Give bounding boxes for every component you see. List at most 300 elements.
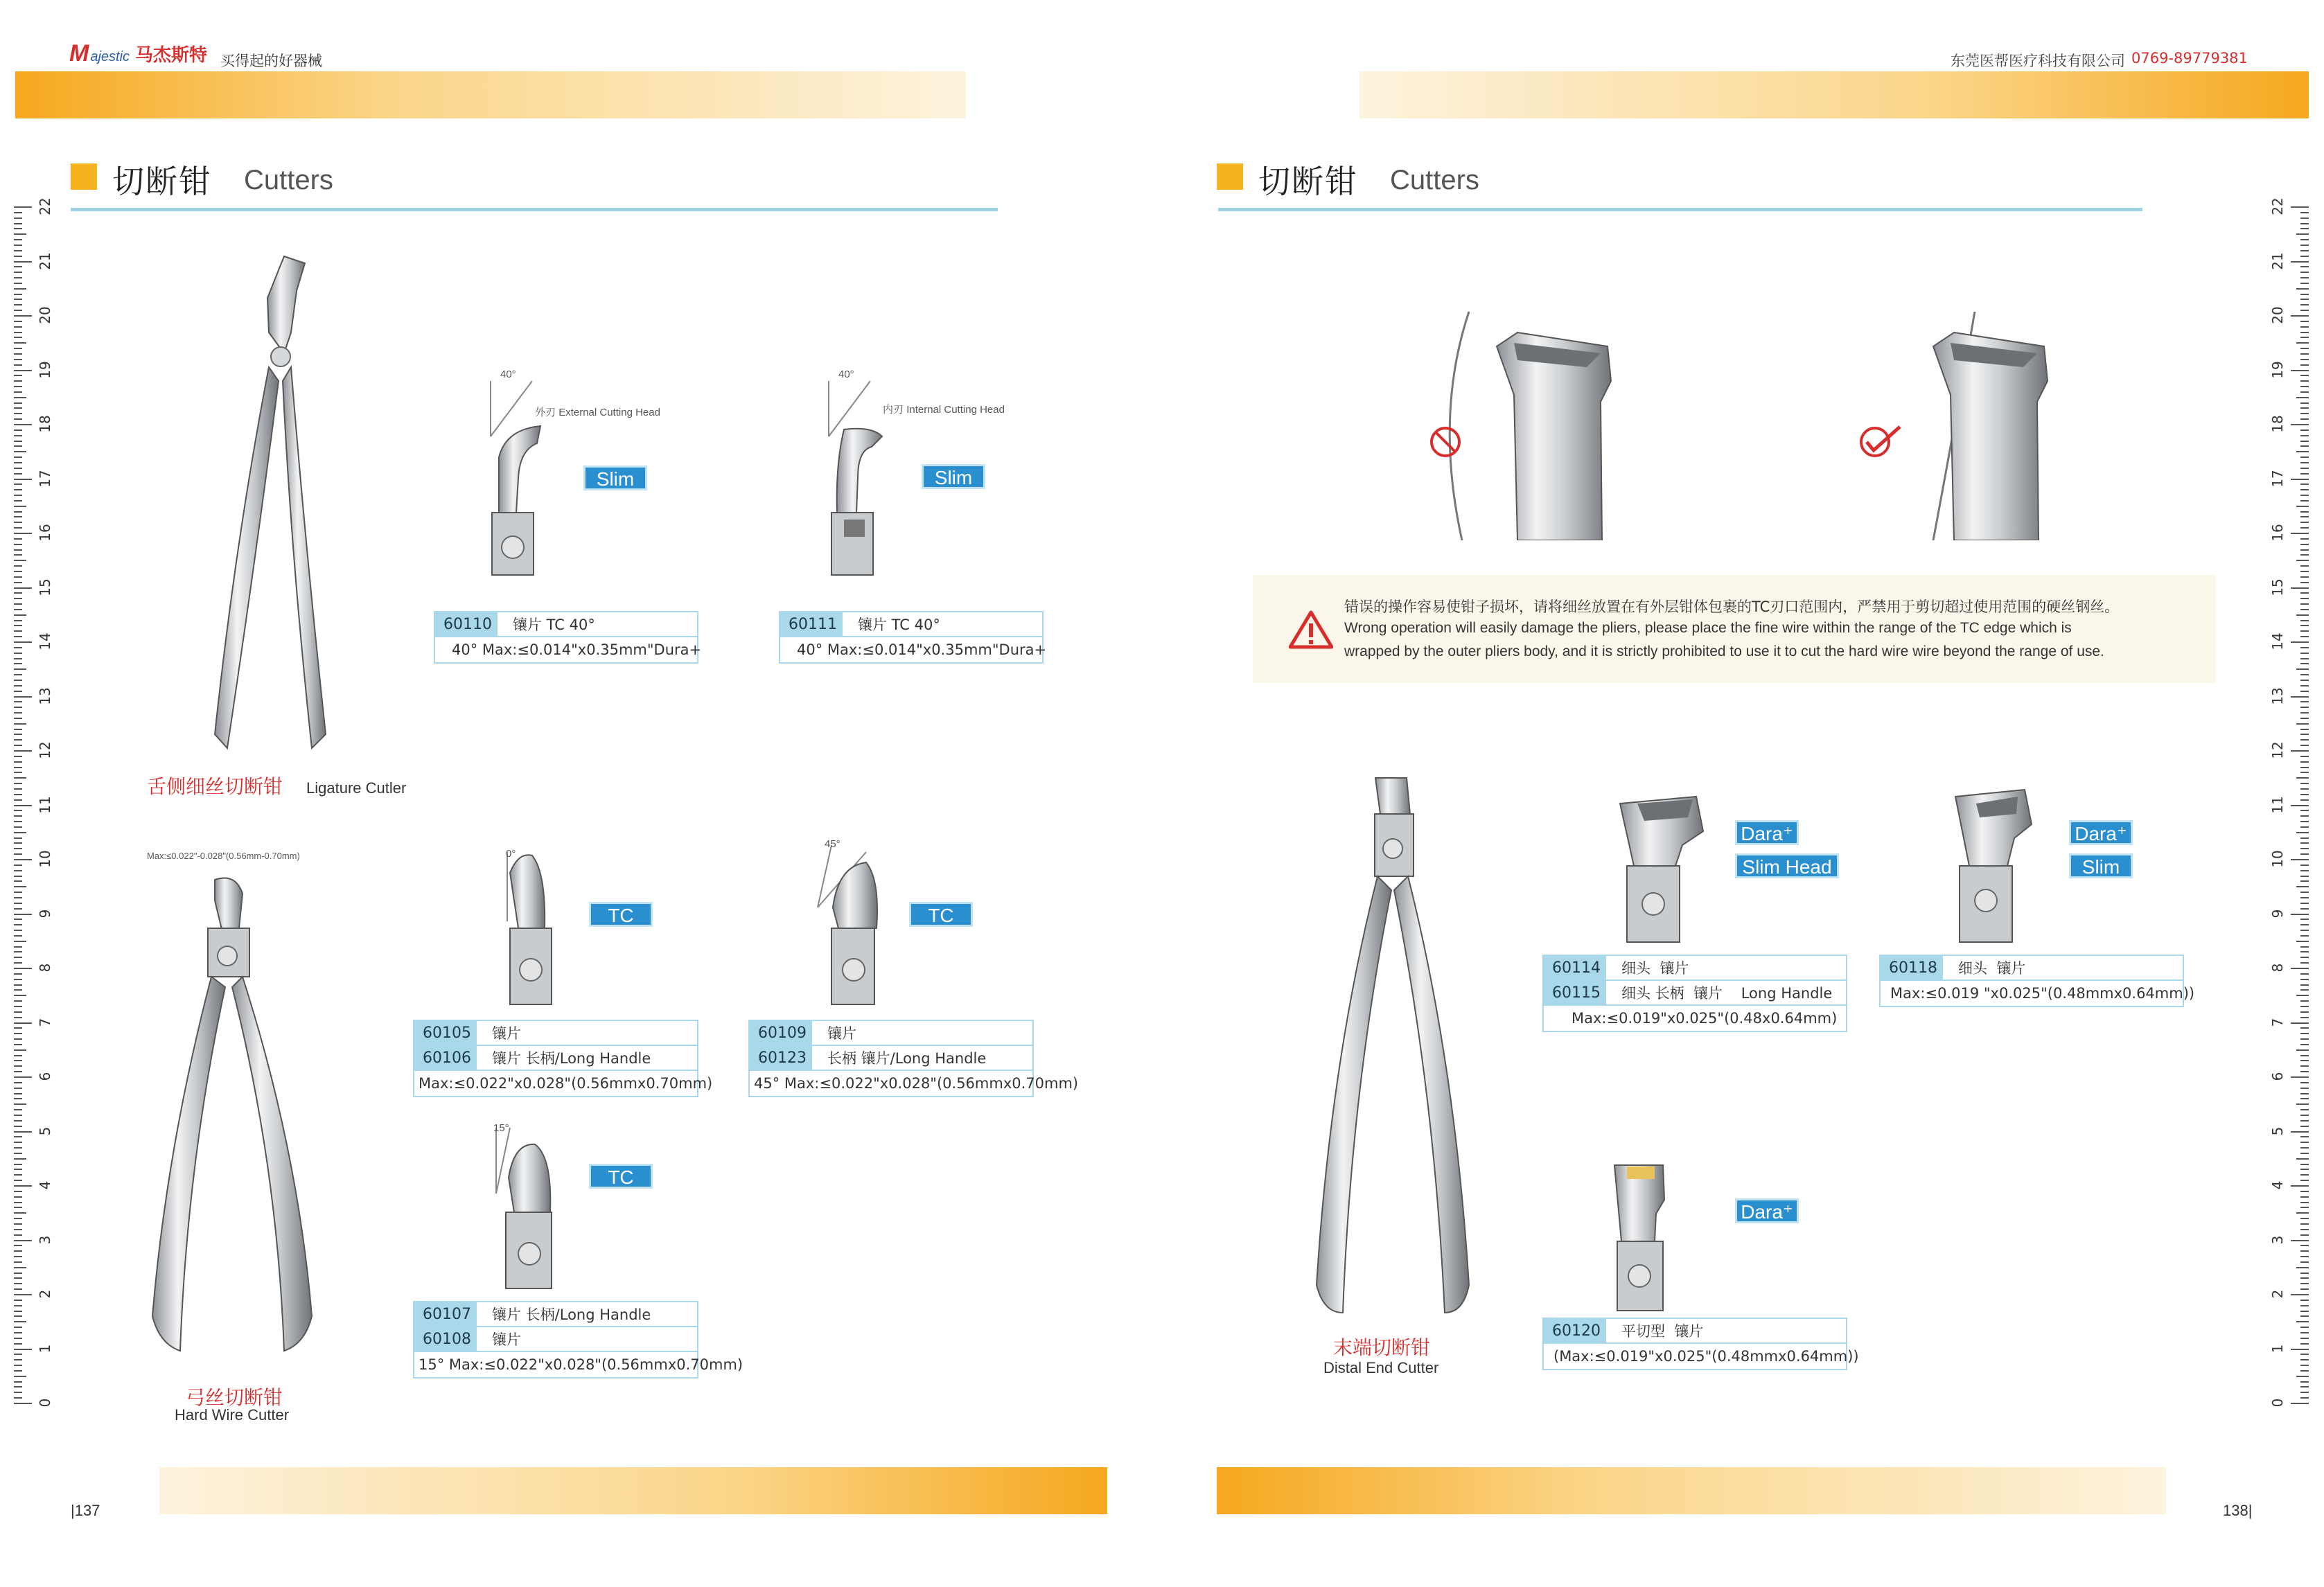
ruler-tick xyxy=(2300,445,2309,447)
ruler-tick xyxy=(2300,1327,2309,1328)
ruler-tick xyxy=(2300,663,2309,664)
ruler-tick xyxy=(2300,707,2309,708)
ruler-tick xyxy=(14,1240,32,1241)
ruler-tick xyxy=(2300,734,2309,735)
ruler-tick xyxy=(14,1277,22,1279)
ruler-tick xyxy=(14,424,32,425)
ruler-tick xyxy=(14,1311,22,1312)
ruler-tick xyxy=(14,870,22,871)
head-label-en-60110: External Cutting Head xyxy=(558,407,660,418)
ruler-tick xyxy=(14,473,22,475)
ruler-number: 5 xyxy=(37,1126,53,1135)
ruler-tick xyxy=(2300,484,2309,485)
ruler-tick xyxy=(14,565,22,567)
ruler-tick xyxy=(2300,375,2309,376)
ruler-tick xyxy=(2296,941,2309,942)
ruler-tick xyxy=(14,826,22,828)
ruler-tick xyxy=(2300,1098,2309,1099)
ruler-tick xyxy=(2300,1332,2309,1333)
ruler-tick xyxy=(14,468,22,469)
ruler-tick xyxy=(2300,1169,2309,1170)
ruler-tick xyxy=(14,979,22,980)
ruler-tick xyxy=(14,506,26,507)
ruler-tick xyxy=(14,1267,26,1268)
ruler-tick xyxy=(2296,886,2309,887)
spec-table-60107 xyxy=(413,1301,743,1378)
ruler-tick xyxy=(14,1229,22,1230)
ruler-tick xyxy=(2300,761,2309,763)
ruler-tick xyxy=(2296,1158,2309,1160)
angle-label-60110: 40° xyxy=(500,369,516,380)
product-code: 60109 xyxy=(750,1021,812,1045)
ruler-tick xyxy=(2296,723,2309,725)
ruler-tick xyxy=(2300,565,2309,567)
check-icon xyxy=(1857,423,1905,460)
ruler-tick xyxy=(2300,1060,2309,1061)
company-phone: 0769-89779381 xyxy=(2131,50,2248,67)
ruler-tick xyxy=(14,429,22,431)
ruler-tick xyxy=(2300,337,2309,338)
ruler-tick xyxy=(2291,914,2309,915)
ruler-number: 14 xyxy=(37,632,53,650)
ruler-tick xyxy=(2300,402,2309,404)
footer-band-left xyxy=(159,1467,1107,1514)
ruler-tick xyxy=(14,364,22,366)
ruler-tick xyxy=(2300,1017,2309,1018)
ruler-tick xyxy=(2300,745,2309,746)
ruler-tick xyxy=(2300,946,2309,948)
ruler-tick xyxy=(14,321,22,322)
ruler-tick xyxy=(14,696,32,698)
badge-tc-60109: TC xyxy=(909,902,973,927)
ruler-tick xyxy=(14,266,22,267)
ruler-tick xyxy=(14,288,26,290)
ruler-tick xyxy=(14,1158,26,1160)
ruler-tick xyxy=(14,1142,22,1143)
ruler-tick xyxy=(2291,641,2309,643)
ruler-tick xyxy=(2300,1261,2309,1263)
ruler-number: 10 xyxy=(2269,850,2286,868)
spec-row xyxy=(414,1021,697,1046)
ruler-number: 4 xyxy=(37,1180,53,1190)
ruler-tick xyxy=(2300,865,2309,866)
ruler-tick xyxy=(2300,495,2309,496)
ruler-tick xyxy=(2300,1218,2309,1219)
ruler-tick xyxy=(14,973,22,975)
ruler-tick xyxy=(2300,919,2309,920)
ruler-tick xyxy=(2300,691,2309,692)
ruler-tick xyxy=(2300,1207,2309,1208)
ruler-tick xyxy=(14,941,26,942)
ruler-tick xyxy=(2300,1397,2309,1399)
product-desc: 镶片 xyxy=(827,1025,856,1042)
footer-band-right xyxy=(1217,1467,2166,1514)
ruler-tick xyxy=(14,1153,22,1154)
ruler-tick xyxy=(2300,1033,2309,1034)
ruler-tick xyxy=(2300,1109,2309,1110)
ruler-tick xyxy=(2300,1288,2309,1290)
angle-label-60107: 15° xyxy=(493,1122,509,1134)
ruler-tick xyxy=(14,1065,22,1067)
ruler-tick xyxy=(14,1164,22,1165)
ruler-tick xyxy=(14,560,26,561)
ruler-tick xyxy=(14,984,22,986)
product-code: 60120 xyxy=(1544,1319,1606,1342)
product-code: 60114 xyxy=(1544,956,1606,979)
ruler-tick xyxy=(14,1315,22,1317)
ruler-tick xyxy=(14,1044,22,1045)
ruler-tick xyxy=(14,767,22,768)
ruler-tick xyxy=(14,1126,22,1127)
ruler-tick xyxy=(14,1359,22,1360)
ruler-tick xyxy=(14,924,22,925)
ruler-tick xyxy=(14,1017,22,1018)
section-title-en-right: Cutters xyxy=(1390,165,1479,195)
product-code: 60115 xyxy=(1544,981,1606,1004)
ruler-tick xyxy=(14,1273,22,1274)
ruler-tick xyxy=(2300,522,2309,523)
ruler-tick xyxy=(2296,560,2309,561)
ruler-tick xyxy=(2291,1240,2309,1241)
distal-end-cutter-image xyxy=(1303,772,1483,1320)
ruler-tick xyxy=(2300,1256,2309,1257)
product-code: 60106 xyxy=(414,1046,477,1070)
ruler-tick xyxy=(2300,989,2309,991)
ruler-tick xyxy=(14,630,22,632)
ruler-tick xyxy=(2296,614,2309,616)
ruler-tick xyxy=(14,391,22,393)
ruler-tick xyxy=(14,1283,22,1284)
ruler-number: 11 xyxy=(37,795,53,814)
ruler-tick xyxy=(2296,1267,2309,1268)
ruler-tick xyxy=(14,277,22,278)
ruler-tick xyxy=(14,946,22,948)
ruler-tick xyxy=(14,729,22,730)
ruler-tick xyxy=(2300,897,2309,898)
ruler-tick xyxy=(2300,788,2309,790)
ruler-tick xyxy=(2291,424,2309,425)
ruler-tick xyxy=(2300,1011,2309,1013)
ruler-tick xyxy=(2291,315,2309,317)
ruler-tick xyxy=(2300,810,2309,811)
ruler-tick xyxy=(14,620,22,621)
ruler-tick xyxy=(2300,1065,2309,1067)
ruler-tick xyxy=(14,691,22,692)
ruler-tick xyxy=(14,1103,26,1105)
cutter-head-60118-image xyxy=(1942,783,2052,949)
ruler-tick xyxy=(2300,418,2309,420)
ruler-tick xyxy=(2300,647,2309,648)
product-code: 60107 xyxy=(414,1302,477,1326)
ruler-tick xyxy=(14,647,22,648)
ruler-tick xyxy=(14,750,32,752)
ruler-tick xyxy=(2300,1300,2309,1301)
ruler-tick xyxy=(14,413,22,414)
ruler-tick xyxy=(14,951,22,952)
warning-text-cn: 错误的操作容易使钳子损坏，请将细丝放置在有外层钳体包裹的TC刃口范围内，严禁用于剪切超过使用范围的硬丝钢丝。 xyxy=(1344,599,2120,615)
ruler-number: 0 xyxy=(2269,1398,2286,1408)
ruler-tick xyxy=(14,511,22,513)
badge-tc-60105: TC xyxy=(589,902,653,927)
product-code: 60118 xyxy=(1881,956,1943,979)
ruler-tick xyxy=(14,418,22,420)
section-marker-right xyxy=(1217,163,1243,190)
ruler-tick xyxy=(2300,1305,2309,1306)
ruler-tick xyxy=(2300,1038,2309,1040)
ruler-number: 6 xyxy=(37,1072,53,1081)
ruler-tick xyxy=(2300,359,2309,360)
ruler-tick xyxy=(14,250,22,251)
ruler-tick xyxy=(14,1386,22,1387)
ruler-tick xyxy=(14,1196,22,1198)
ruler-tick xyxy=(14,821,22,822)
cutter-head-60111-image xyxy=(816,416,892,582)
warning-text-en-1: Wrong operation will easily damage the pliers, please place the fine wire within the range of the TC edge which is xyxy=(1344,620,2072,636)
ruler-tick xyxy=(2291,805,2309,806)
ruler-tick xyxy=(2300,321,2309,322)
ruler-tick xyxy=(2291,370,2309,371)
ruler-tick xyxy=(2300,636,2309,637)
ruler-tick xyxy=(14,206,32,208)
ruler-tick xyxy=(14,1332,22,1333)
ruler-tick xyxy=(14,1055,22,1056)
ruler-tick xyxy=(2300,1283,2309,1284)
ruler-tick xyxy=(14,397,26,398)
ruler-tick xyxy=(14,1250,22,1252)
cutter-head-60105-image xyxy=(491,845,567,1011)
ruler-tick xyxy=(2300,1381,2309,1383)
ruler-tick xyxy=(14,326,22,328)
ruler-tick xyxy=(14,239,22,240)
product-code: 60110 xyxy=(435,612,498,636)
ruler-tick xyxy=(2300,815,2309,817)
ruler-number: 11 xyxy=(2269,795,2286,814)
ruler-number: 14 xyxy=(2269,632,2286,650)
ruler-number: 21 xyxy=(2269,251,2286,270)
ruler-tick xyxy=(2296,397,2309,398)
ruler-tick xyxy=(14,663,22,664)
ruler-number: 0 xyxy=(37,1398,53,1408)
ruler-tick xyxy=(2291,533,2309,534)
ligature-cutter-image xyxy=(187,249,340,762)
spec-row xyxy=(1544,956,1846,981)
ruler-tick xyxy=(14,1038,22,1040)
ruler-tick xyxy=(14,402,22,404)
ruler-tick xyxy=(2300,680,2309,681)
ruler-tick xyxy=(14,1120,22,1121)
ruler-tick xyxy=(14,228,22,229)
ruler-tick xyxy=(2296,342,2309,344)
ruler-tick xyxy=(14,554,22,556)
spec-row xyxy=(750,1021,1032,1046)
badge-dara-60114: Dara⁺ xyxy=(1735,820,1799,845)
ruler-tick xyxy=(14,1207,22,1208)
ruler-tick xyxy=(14,1088,22,1089)
ruler-tick xyxy=(2300,310,2309,311)
badge-dara-60120: Dara⁺ xyxy=(1735,1198,1799,1223)
ruler-tick xyxy=(2300,756,2309,757)
ruler-tick xyxy=(2300,527,2309,529)
ruler-tick xyxy=(2300,1164,2309,1165)
ligature-cutter-name-en: Ligature Cutler xyxy=(306,779,407,797)
cutter-head-60107-image xyxy=(493,1136,570,1295)
ruler-tick xyxy=(14,549,22,551)
ruler-tick xyxy=(14,625,22,626)
product-spec: Max:≤0.019 "x0.025"(0.48mmx0.64mm)) xyxy=(1890,985,2195,1002)
ruler-tick xyxy=(2300,1136,2309,1137)
logo-chinese: 马杰斯特 xyxy=(135,45,208,66)
ruler-tick xyxy=(14,272,22,273)
header-band-right xyxy=(1359,71,2309,118)
ruler-tick xyxy=(2291,696,2309,698)
badge-slim-60118: Slim xyxy=(2069,853,2133,878)
ruler-tick xyxy=(14,315,32,317)
ruler-tick xyxy=(2300,245,2309,246)
ruler-tick xyxy=(2300,544,2309,545)
ruler-tick xyxy=(14,712,22,713)
ruler-tick xyxy=(2300,1250,2309,1252)
ruler-tick xyxy=(14,903,22,904)
head-label-en-60111: Internal Cutting Head xyxy=(906,404,1005,416)
ruler-tick xyxy=(2296,1049,2309,1051)
ruler-tick xyxy=(2300,1126,2309,1127)
company-name: 东莞医帮医疗科技有限公司 xyxy=(1951,53,2125,69)
ligature-cutter-name xyxy=(147,772,406,799)
ruler-tick xyxy=(14,989,22,991)
ruler-tick xyxy=(2296,1212,2309,1214)
ruler-tick xyxy=(2300,1343,2309,1345)
badge-slim-60111: Slim xyxy=(922,464,985,489)
ruler-tick xyxy=(2300,212,2309,213)
ruler-tick xyxy=(14,245,22,246)
ruler-number: 1 xyxy=(37,1344,53,1353)
ruler-tick xyxy=(14,609,22,610)
ruler-number: 4 xyxy=(2269,1180,2286,1190)
ruler-tick xyxy=(14,533,32,534)
page-number-left: |137 xyxy=(71,1502,100,1519)
ruler-tick xyxy=(14,1261,22,1263)
ruler-tick xyxy=(2300,1115,2309,1116)
angle-label-60111: 40° xyxy=(838,369,854,380)
ruler-tick xyxy=(14,935,22,937)
ruler-tick xyxy=(14,484,22,485)
ruler-number: 3 xyxy=(37,1235,53,1244)
ruler-tick xyxy=(14,919,22,920)
ruler-tick xyxy=(14,1093,22,1094)
ruler-tick xyxy=(14,668,26,670)
ruler-tick xyxy=(2300,674,2309,675)
prohibited-icon xyxy=(1429,425,1462,459)
ruler-tick xyxy=(14,1218,22,1219)
product-code: 60123 xyxy=(750,1046,812,1070)
ruler-tick xyxy=(2300,256,2309,257)
ruler-tick xyxy=(14,995,26,996)
ruler-tick xyxy=(14,1098,22,1099)
ruler-tick xyxy=(2291,1294,2309,1295)
ruler-tick xyxy=(2300,908,2309,910)
ruler-tick xyxy=(14,653,22,654)
ruler-tick xyxy=(2300,250,2309,251)
ruler-tick xyxy=(2300,407,2309,409)
badge-dara-60118: Dara⁺ xyxy=(2069,820,2133,845)
ruler-tick xyxy=(14,451,26,452)
ruler-tick xyxy=(14,641,32,643)
badge-slim-head-60114: Slim Head xyxy=(1735,853,1839,878)
ruler-tick xyxy=(14,337,22,338)
ruler-tick xyxy=(2296,506,2309,507)
hard-wire-cutter-image xyxy=(139,873,326,1372)
head-label-cn-60110: 外刃 xyxy=(535,407,556,418)
product-spec: Max:≤0.022"x0.028"(0.56mmx0.70mm) xyxy=(419,1075,713,1092)
ruler-tick xyxy=(2300,462,2309,463)
ruler-tick xyxy=(2300,538,2309,540)
ruler-tick xyxy=(2300,951,2309,952)
distal-end-cutter-name-cn: 末端切断钳 xyxy=(1333,1336,1431,1359)
ruler-tick xyxy=(2296,1103,2309,1105)
ruler-tick xyxy=(14,1022,32,1024)
ruler-tick xyxy=(14,1234,22,1236)
product-code: 60108 xyxy=(414,1327,477,1351)
ruler-tick xyxy=(2300,473,2309,475)
spec-table-60111 xyxy=(779,611,1047,664)
badge-tc-60107: TC xyxy=(589,1164,653,1189)
ruler-tick xyxy=(2300,511,2309,513)
ruler-tick xyxy=(14,1180,22,1181)
ruler-tick xyxy=(2300,391,2309,393)
ruler-tick xyxy=(2300,739,2309,741)
ruler-tick xyxy=(2300,880,2309,882)
ruler-tick xyxy=(14,848,22,849)
ruler-tick xyxy=(14,544,22,545)
ruler-tick xyxy=(14,1115,22,1116)
ruler-tick xyxy=(2300,266,2309,267)
ruler-tick xyxy=(14,865,22,866)
ruler-number: 2 xyxy=(2269,1289,2286,1299)
ruler-tick xyxy=(2300,973,2309,975)
ruler-tick xyxy=(2300,218,2309,219)
ruler-tick xyxy=(14,489,22,490)
ruler-tick xyxy=(14,435,22,436)
ruler-tick xyxy=(14,1403,32,1404)
angle-label-60109: 45° xyxy=(825,838,840,850)
cutter-head-60109-image xyxy=(818,852,894,1011)
ruler-tick xyxy=(2300,1354,2309,1355)
spec-row xyxy=(1544,981,1846,1006)
ruler-tick xyxy=(2300,1000,2309,1002)
ruler-tick xyxy=(2296,668,2309,670)
ruler-tick xyxy=(14,1381,22,1383)
ruler-tick xyxy=(14,880,22,882)
ruler-tick xyxy=(2300,620,2309,621)
ruler-tick xyxy=(14,441,22,442)
spec-table-60109 xyxy=(748,1020,1079,1097)
ruler-tick xyxy=(14,223,22,224)
ruler-tick xyxy=(2300,609,2309,610)
spec-row xyxy=(780,612,1042,637)
ruler-tick xyxy=(14,571,22,572)
page-number-right: 138| xyxy=(2223,1502,2253,1519)
spec-row xyxy=(1881,956,2183,981)
ruler-number: 2 xyxy=(37,1289,53,1299)
ruler-tick xyxy=(2300,277,2309,278)
ruler-tick xyxy=(14,1354,22,1355)
ruler-tick xyxy=(2300,1370,2309,1372)
ruler-tick xyxy=(14,1071,22,1072)
ruler-tick xyxy=(14,1027,22,1029)
ruler-tick xyxy=(2300,435,2309,436)
ruler-tick xyxy=(14,968,32,969)
ruler-tick xyxy=(14,582,22,583)
